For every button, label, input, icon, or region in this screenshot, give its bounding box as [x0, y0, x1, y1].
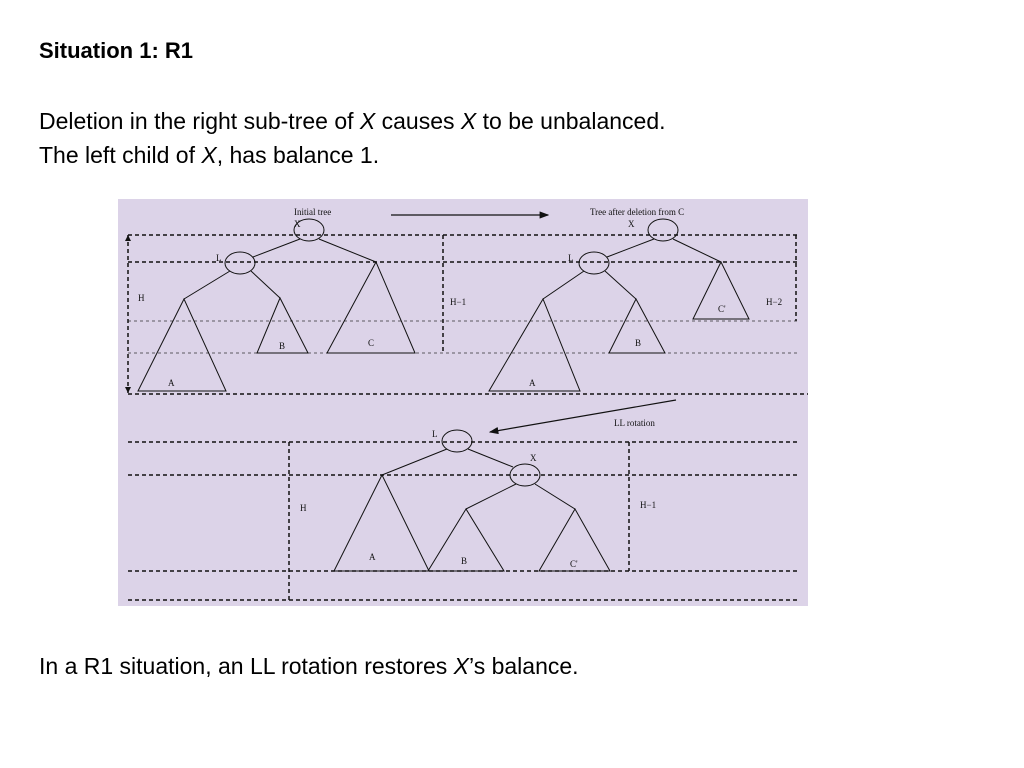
label-height-h-minus-1-bottom: H−1	[640, 500, 657, 510]
node-x-after: X	[628, 219, 635, 229]
slide-title: Situation 1: R1	[39, 38, 194, 63]
ll-rotation-figure	[118, 199, 808, 606]
subtree-c-initial: C	[368, 338, 375, 348]
dashed-levels-bottom	[128, 442, 798, 600]
dashed-levels-top	[128, 235, 808, 394]
label-height-h-minus-1: H−1	[450, 297, 467, 307]
caption-initial-tree: Initial tree	[294, 207, 332, 217]
subtree-c-prime-rotated: C'	[570, 559, 578, 569]
subtree-a-after: A	[529, 378, 536, 388]
description-line-2: The left child of X, has balance 1.	[39, 142, 380, 168]
node-l-rotated: L	[432, 429, 438, 439]
caption-after-deletion: Tree after deletion from C	[590, 207, 685, 217]
tree-after-deletion	[489, 219, 749, 391]
caption-ll-rotation: LL rotation	[614, 418, 655, 428]
subtree-b-after: B	[635, 338, 642, 348]
tree-after-rotation	[334, 430, 610, 571]
node-l-after: L	[568, 253, 574, 263]
subtree-b-rotated: B	[461, 556, 468, 566]
node-x-initial: X	[294, 219, 301, 229]
subtree-a-rotated: A	[369, 552, 376, 562]
rotation-diagram	[118, 199, 808, 606]
subtree-b-initial: B	[279, 341, 286, 351]
tree-initial	[138, 219, 415, 391]
label-height-h-minus-2: H−2	[766, 297, 783, 307]
label-height-h-bottom: H	[300, 503, 307, 513]
subtree-c-prime-after: C'	[718, 304, 726, 314]
label-height-h: H	[138, 293, 145, 303]
subtree-a-initial: A	[168, 378, 175, 388]
description-line-1: Deletion in the right sub-tree of X causes X to be unbalanced.	[39, 108, 666, 134]
conclusion-line: In a R1 situation, an LL rotation restores X’s balance.	[39, 653, 579, 679]
node-l-initial: L	[216, 253, 222, 263]
node-x-rotated: X	[530, 453, 537, 463]
